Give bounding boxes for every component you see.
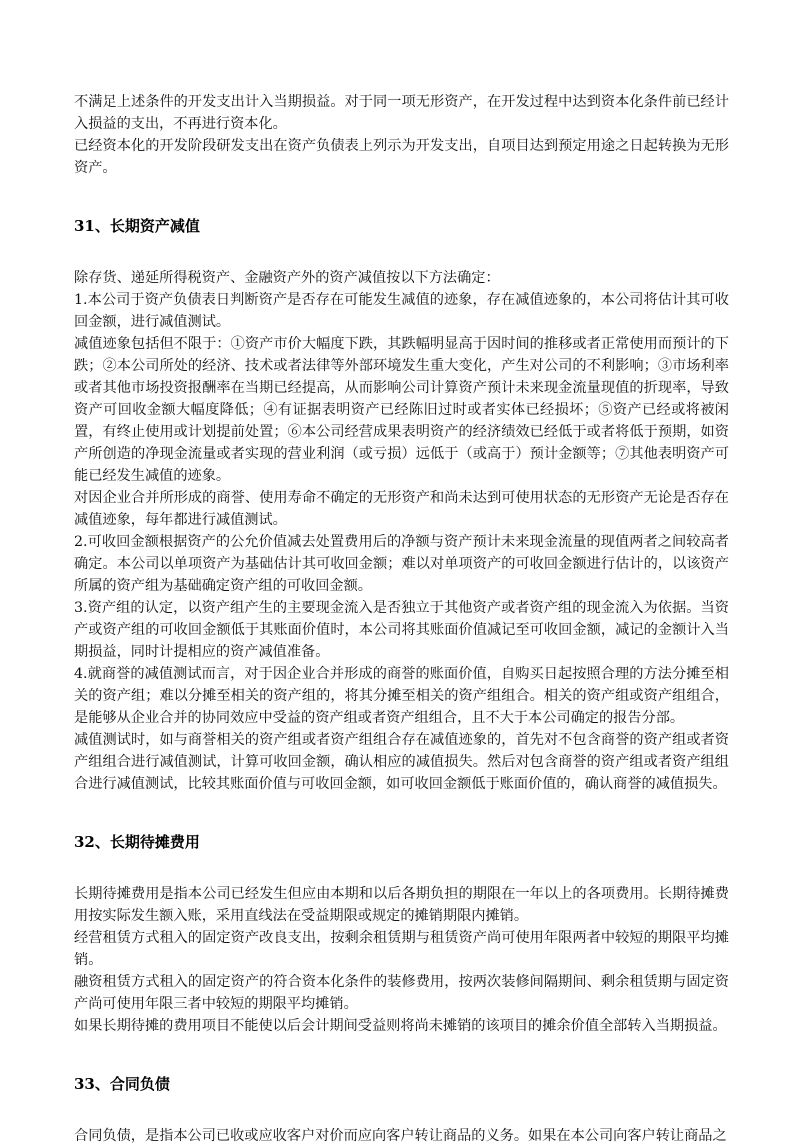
paragraph: 经营租赁方式租入的固定资产改良支出，按剩余租赁期与租赁资产尚可使用年限两者中较短的期限平均摊销。 <box>74 930 729 968</box>
paragraph: 融资租赁方式租入的固定资产的符合资本化条件的装修费用，按两次装修间隔期间、剩余租赁期与固定资产尚可使用年限三者中较短的期限平均摊销。 <box>74 974 729 1012</box>
paragraph: 减值迹象包括但不限于：①资产市价大幅度下跌，其跌幅明显高于因时间的推移或者正常使用而预计的下跌；②本公司所处的经济、技术或者法律等外部环境发生重大变化，产生对公司的不利影响；③市场利率或者其他市场投资报酬率在当期已经提高，从而影响公司计算资产预计未来现金流量现值的折现率，导致资产可回收金额大幅度降低；④有证据表明资产已经陈旧过时或者实体已经损坏；⑤资产已经或将被闲置，有终止使用或计划提前处置；⑥本公司经营成果表明资产的经济绩效已经低于或者将低于预期，如资产所创造的净现金流量或者实现的营业利润（或亏损）远低于（或高于）预计金额等；⑦其他表明资产可能已经发生减值的迹象。 <box>74 336 729 484</box>
paragraph: 不满足上述条件的开发支出计入当期损益。对于同一项无形资产，在开发过程中达到资本化条件前已经计入损益的支出，不再进行资本化。 <box>74 94 729 132</box>
paragraph: 2.可收回金额根据资产的公允价值减去处置费用后的净额与资产预计未来现金流量的现值两者之间较高者确定。本公司以单项资产为基础估计其可收回金额；难以对单项资产的可收回金额进行估计的，以该资产所属的资产组为基础确定资产组的可收回金额。 <box>74 534 729 594</box>
paragraph: 减值测试时，如与商誉相关的资产组或者资产组组合存在减值迹象的，首先对不包含商誉的资产组或者资产组组合进行减值测试，计算可收回金额，确认相应的减值损失。然后对包含商誉的资产组或者资产组组合进行减值测试，比较其账面价值与可收回金额，如可收回金额低于账面价值的，确认商誉的减值损失。 <box>74 732 729 792</box>
section-heading-31-long-term-asset-impairment: 31、长期资产减值 <box>74 217 200 235</box>
paragraph: 对因企业合并所形成的商誉、使用寿命不确定的无形资产和尚未达到可使用状态的无形资产无论是否存在减值迹象，每年都进行减值测试。 <box>74 490 729 528</box>
paragraph: 除存货、递延所得税资产、金融资产外的资产减值按以下方法确定： <box>74 270 500 286</box>
paragraph: 长期待摊费用是指本公司已经发生但应由本期和以后各期负担的期限在一年以上的各项费用。长期待摊费用按实际发生额入账，采用直线法在受益期限或规定的摊销期限内摊销。 <box>74 886 729 924</box>
paragraph: 合同负债，是指本公司已收或应收客户对价而应向客户转让商品的义务。如果在本公司向客户转让商品之 <box>74 1128 727 1144</box>
paragraph: 3.资产组的认定，以资产组产生的主要现金流入是否独立于其他资产或者资产组的现金流入为依据。当资产或资产组的可收回金额低于其账面价值时，本公司将其账面价值减记至可收回金额，减记的金额计入当期损益，同时计提相应的资产减值准备。 <box>74 600 729 660</box>
paragraph: 已经资本化的开发阶段研发支出在资产负债表上列示为开发支出，自项目达到预定用途之日起转换为无形资产。 <box>74 138 729 176</box>
section-heading-32-long-term-deferred-expenses: 32、长期待摊费用 <box>74 833 200 851</box>
paragraph: 如果长期待摊的费用项目不能使以后会计期间受益则将尚未摊销的该项目的摊余价值全部转入当期损益。 <box>74 1018 727 1034</box>
paragraph: 1.本公司于资产负债表日判断资产是否存在可能发生减值的迹象，存在减值迹象的，本公司将估计其可收回金额，进行减值测试。 <box>74 292 729 330</box>
paragraph: 4.就商誉的减值测试而言，对于因企业合并形成的商誉的账面价值，自购买日起按照合理的方法分摊至相关的资产组；难以分摊至相关的资产组的，将其分摊至相关的资产组组合。相关的资产组或资产组组合，是能够从企业合并的协同效应中受益的资产组或者资产组组合，且不大于本公司确定的报告分部。 <box>74 666 729 726</box>
section-heading-33-contract-liabilities: 33、合同负债 <box>74 1075 170 1093</box>
